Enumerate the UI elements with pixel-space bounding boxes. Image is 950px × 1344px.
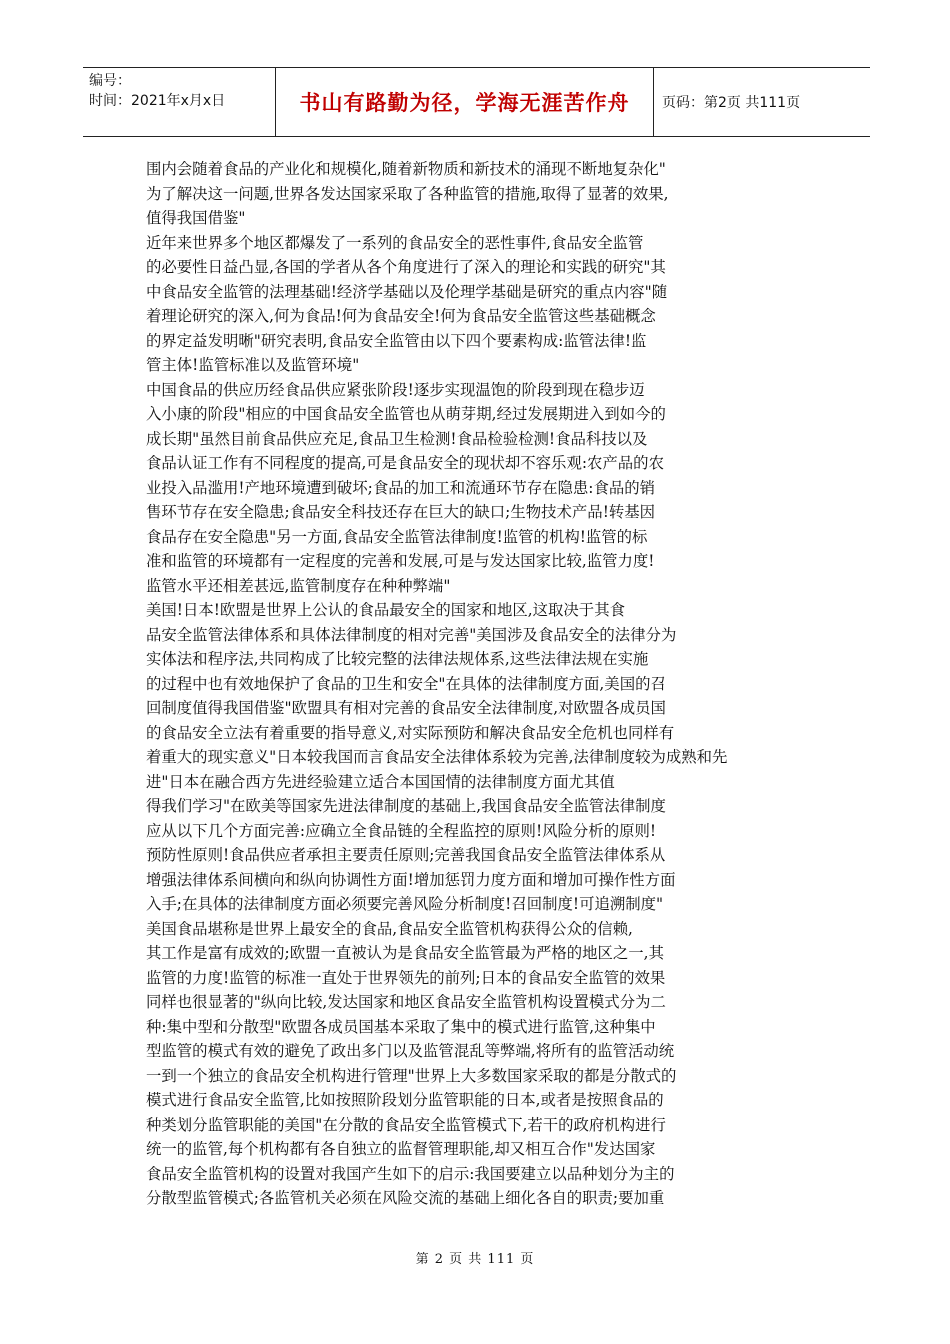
header-info-cell xyxy=(83,68,276,136)
text-line: 食品安全监管机构的设置对我国产生如下的启示:我国要建立以品种划分为主的 xyxy=(146,1164,675,1183)
text-line: 增强法律体系间横向和纵向协调性方面!增加惩罚力度方面和增加可操作性方面 xyxy=(146,870,676,889)
text-line: 的必要性日益凸显,各国的学者从各个角度进行了深入的理论和实践的研究"其 xyxy=(146,258,666,276)
header-motto: 书山有路勤为径，学海无涯苦作舟 xyxy=(276,68,654,136)
text-line: 售环节存在安全隐患;食品安全科技还存在巨大的缺口;生物技术产品!转基因 xyxy=(146,503,656,521)
text-line: 的食品安全立法有着重要的指导意义,对实际预防和解决食品安全危机也同样有 xyxy=(146,723,675,742)
text-line: 美国!日本!欧盟是世界上公认的食品最安全的国家和地区,这取决于其食 xyxy=(146,601,625,619)
page-footer: 第 2 页 共 111 页 xyxy=(415,1252,535,1267)
header-page-info: 页码：第2页 共111页 xyxy=(662,95,801,111)
text-line: 实体法和程序法,共同构成了比较完整的法律法规体系,这些法律法规在实施 xyxy=(146,650,649,668)
text-line: 分散型监管模式;各监管机关必须在风险交流的基础上细化各自的职责;要加重 xyxy=(146,1189,665,1207)
text-line: 近年来世界多个地区都爆发了一系列的食品安全的恶性事件,食品安全监管 xyxy=(146,233,644,252)
text-line: 美国食品堪称是世界上最安全的食品,食品安全监管机构获得公众的信赖, xyxy=(146,919,633,938)
text-line: 得我们学习"在欧美等国家先进法律制度的基础上,我国食品安全监管法律制度 xyxy=(146,797,666,815)
text-line: 为了解决这一问题,世界各发达国家采取了各种监管的措施,取得了显著的效果, xyxy=(146,184,669,203)
text-line: 中国食品的供应历经食品供应紧张阶段!逐步实现温饱的阶段到现在稳步迈 xyxy=(146,380,645,399)
page-header xyxy=(83,67,870,137)
text-line: 中食品安全监管的法理基础!经济学基础以及伦理学基础是研究的重点内容"随 xyxy=(146,282,668,301)
document-date-label: 时间：2021年x月x日 xyxy=(89,93,226,109)
text-line: 同样也很显著的"纵向比较,发达国家和地区食品安全监管机构设置模式分为二 xyxy=(146,993,666,1011)
text-line: 入手;在具体的法律制度方面必须要完善风险分析制度!召回制度!可追溯制度" xyxy=(146,895,664,913)
text-line: 食品认证工作有不同程度的提高,可是食品安全的现状却不容乐观:农产品的农 xyxy=(146,454,664,472)
text-line: 回制度值得我国借鉴"欧盟具有相对完善的食品安全法律制度,对欧盟各成员国 xyxy=(146,699,666,717)
text-line: 监管的力度!监管的标准一直处于世界领先的前列;日本的食品安全监管的效果 xyxy=(146,968,666,987)
document-body xyxy=(146,157,826,1211)
text-line: 监管水平还相差甚远,监管制度存在种种弊端" xyxy=(146,576,451,595)
text-line: 应从以下几个方面完善:应确立全食品链的全程监控的原则!风险分析的原则! xyxy=(146,821,657,840)
text-line: 成长期"虽然目前食品供应充足,食品卫生检测!食品检验检测!食品科技以及 xyxy=(146,429,648,448)
text-line: 品安全监管法律体系和具体法律制度的相对完善"美国涉及食品安全的法律分为 xyxy=(146,625,677,644)
text-line: 值得我国借鉴" xyxy=(146,209,246,227)
text-line: 围内会随着食品的产业化和规模化,随着新物质和新技术的涌现不断地复杂化" xyxy=(146,160,666,178)
text-line: 食品存在安全隐患"另一方面,食品安全监管法律制度!监管的机构!监管的标 xyxy=(146,527,648,546)
text-line: 的界定益发明晰"研究表明,食品安全监管由以下四个要素构成:监管法律!监 xyxy=(146,331,647,350)
text-line: 进"日本在融合西方先进经验建立适合本国国情的法律制度方面尤其值 xyxy=(146,772,615,791)
text-line: 着理论研究的深入,何为食品!何为食品安全!何为食品安全监管这些基础概念 xyxy=(146,307,656,325)
text-line: 预防性原则!食品供应者承担主要责任原则;完善我国食品安全监管法律体系从 xyxy=(146,846,666,864)
text-line: 其工作是富有成效的;欧盟一直被认为是食品安全监管最为严格的地区之一,其 xyxy=(146,944,664,962)
text-line: 统一的监管,每个机构都有各自独立的监督管理职能,却又相互合作"发达国家 xyxy=(146,1140,656,1158)
text-line: 管主体!监管标准以及监管环境" xyxy=(146,356,360,374)
text-line: 种:集中型和分散型"欧盟各成员国基本采取了集中的模式进行监管,这种集中 xyxy=(146,1017,656,1036)
text-line: 种类划分监管职能的美国"在分散的食品安全监管模式下,若干的政府机构进行 xyxy=(146,1115,666,1134)
text-line: 着重大的现实意义"日本较我国而言食品安全法律体系较为完善,法律制度较为成熟和先 xyxy=(146,748,728,766)
text-line: 一到一个独立的食品安全机构进行管理"世界上大多数国家采取的都是分散式的 xyxy=(146,1066,677,1085)
text-line: 模式进行食品安全监管,比如按照阶段划分监管职能的日本,或者是按照食品的 xyxy=(146,1091,664,1109)
text-line: 业投入品滥用!产地环境遭到破坏;食品的加工和流通环节存在隐患:食品的销 xyxy=(146,478,656,497)
text-line: 型监管的模式有效的避免了政出多门以及监管混乱等弊端,将所有的监管活动统 xyxy=(146,1042,675,1060)
text-line: 入小康的阶段"相应的中国食品安全监管也从萌芽期,经过发展期进入到如今的 xyxy=(146,405,666,423)
text-line: 准和监管的环境都有一定程度的完善和发展,可是与发达国家比较,监管力度! xyxy=(146,552,655,570)
document-number-label: 编号： xyxy=(89,73,131,89)
text-line: 的过程中也有效地保护了食品的卫生和安全"在具体的法律制度方面,美国的召 xyxy=(146,674,666,693)
